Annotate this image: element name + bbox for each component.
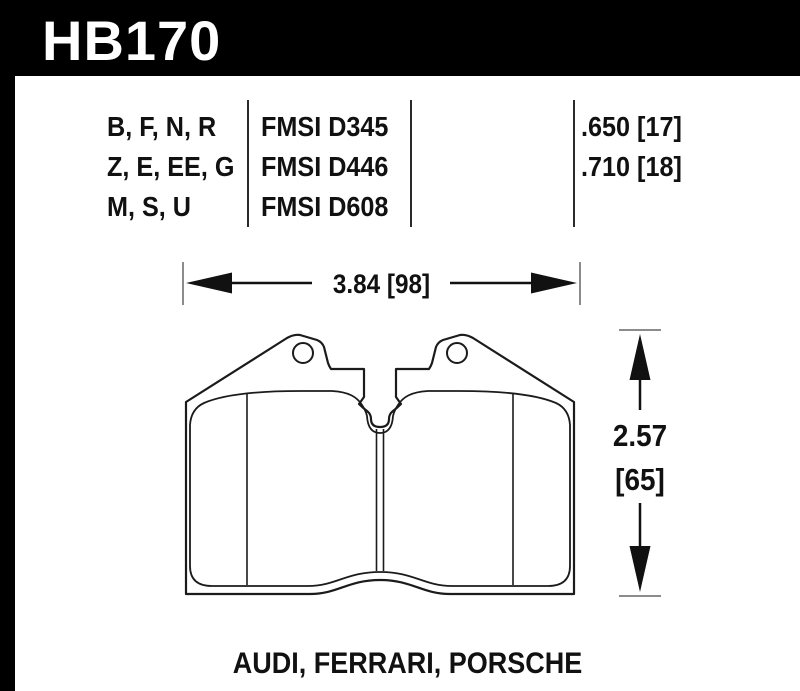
fmsi-row: FMSI D345 (261, 111, 389, 142)
compound-row: M, S, U (107, 191, 192, 222)
part-number: HB170 (42, 9, 222, 72)
height-dimension-mm-label: [65] (615, 462, 665, 497)
pad-backing-plate-outline (186, 335, 574, 594)
up-arrowhead-icon (630, 334, 651, 380)
width-dimension-label: 3.84 [98] (332, 269, 431, 299)
compound-row: B, F, N, R (107, 111, 217, 142)
left-mounting-hole (293, 343, 313, 363)
fmsi-row: FMSI D608 (261, 191, 389, 222)
right-mounting-hole (447, 343, 467, 363)
thickness-row: .710 [18] (581, 151, 682, 182)
fmsi-row: FMSI D446 (261, 151, 389, 182)
down-arrowhead-icon (630, 546, 651, 592)
vehicle-applications: AUDI, FERRARI, PORSCHE (232, 647, 583, 680)
height-dimension-inches-label: 2.57 (612, 418, 668, 453)
thickness-row: .650 [17] (581, 111, 682, 142)
compound-row: Z, E, EE, G (107, 151, 235, 182)
